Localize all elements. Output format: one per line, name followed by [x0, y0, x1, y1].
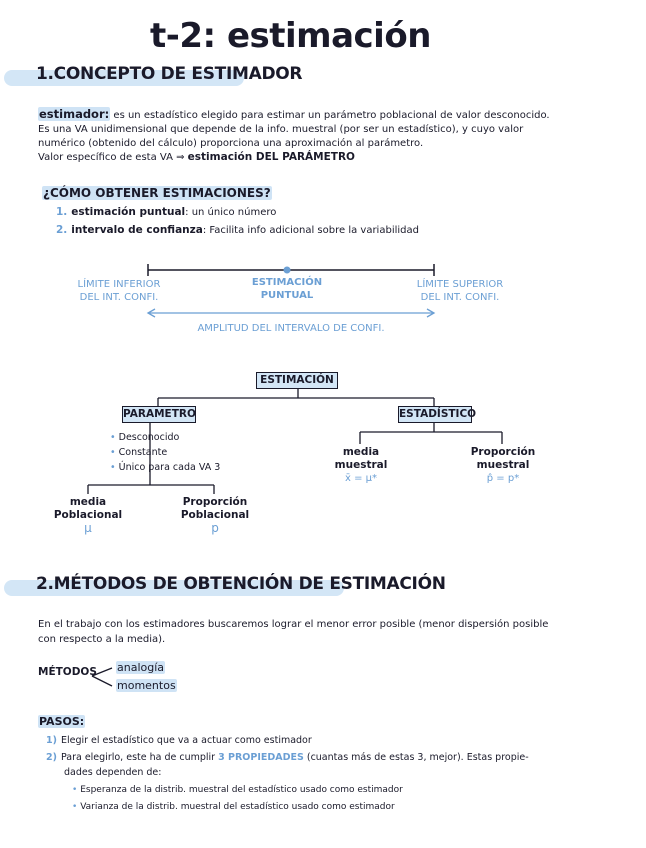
definition-line-3: numérico (obtenido del cálculo) proporciona una aproximación al parámetro. [38, 138, 424, 149]
parameter-estimation-term: estimación DEL PARÁMETRO [187, 151, 355, 163]
definition-text-1: es un estadístico elegido para estimar un parámetro poblacional de valor desconocido. [113, 110, 550, 121]
parameter-property: • Constante [110, 447, 168, 458]
lower-limit-line-2: DEL INT. CONFI. [79, 292, 159, 303]
sample-proportion-label-2: muestral [476, 459, 530, 471]
population-mean-label-2: Poblacional [53, 509, 123, 521]
step-text-cont: (cuantas más de estas 3, mejor). Estas propie- [306, 752, 529, 763]
population-proportion [176, 496, 254, 535]
parameter-property: • Desconocido [110, 432, 180, 443]
list-text: : un único número [185, 207, 277, 218]
step-number: 1) [46, 735, 57, 746]
page-title: t-2: estimación [150, 16, 431, 56]
list-term: estimación puntual [71, 206, 186, 218]
method-moments: momentos [117, 679, 176, 692]
sample-proportion-label-1: Proporción [470, 446, 536, 458]
tree-parameter: PARAMETRO [122, 406, 196, 423]
population-mean [52, 496, 124, 535]
bullet-expectation: • Esperanza de la distrib. muestral del estadístico usado como estimador [72, 785, 403, 795]
population-mean-label-1: media [69, 496, 107, 508]
parameter-property: • Único para cada VA 3 [110, 462, 221, 473]
step-number: 2) [46, 752, 57, 763]
upper-limit-label [412, 278, 508, 304]
amplitude-label: AMPLITUD DEL INTERVALO DE CONFI. [197, 323, 385, 334]
how-to-obtain-text: ¿CÓMO OBTENER ESTIMACIONES? [43, 186, 271, 200]
list-text: : Facilita info adicional sobre la variabilidad [202, 225, 419, 236]
list-term: intervalo de confianza [71, 224, 203, 236]
list-number: 1. [56, 206, 68, 218]
properties-term: 3 PROPIEDADES [218, 752, 304, 763]
sample-mean [326, 446, 396, 485]
steps-label: PASOS: [39, 715, 85, 728]
sample-proportion-symbol: p̂ = p* [486, 473, 520, 484]
list-number: 2. [56, 224, 68, 236]
lower-limit-label [74, 278, 164, 304]
population-mean-symbol: μ [84, 521, 92, 535]
definition-term: estimador: [39, 107, 110, 121]
sample-mean-symbol: x̄ = μ* [344, 473, 378, 484]
population-proportion-symbol: p [211, 521, 219, 535]
tree-statistic: ESTADÍSTICO [398, 406, 472, 423]
section-2-intro-1: En el trabajo con los estimadores buscaremos lograr el menor error posible (menor dispersión posible [38, 619, 549, 630]
bullet-variance: • Varianza de la distrib. muestral del estadístico usado como estimador [72, 802, 395, 812]
point-estimate-dot [284, 267, 291, 274]
section-1-heading: 1.CONCEPTO DE ESTIMADOR [36, 64, 303, 84]
point-estimate-line-1: ESTIMACIÓN [251, 277, 323, 288]
step-text: Para elegirlo, este ha de cumplir [60, 752, 216, 763]
population-proportion-label-1: Proporción [182, 496, 248, 508]
section-2-heading: 2.MÉTODOS DE OBTENCIÓN DE ESTIMACIÓN [36, 574, 446, 594]
step-1 [46, 735, 312, 746]
definition-text-4: Valor específico de esta VA ⇒ [38, 152, 185, 163]
sample-proportion [464, 446, 542, 485]
point-estimate-label [242, 276, 332, 302]
step-text: Elegir el estadístico que va a actuar como estimador [60, 735, 312, 746]
tree-root: ESTIMACIÓN [256, 372, 338, 389]
methods-label: MÉTODOS [38, 666, 97, 678]
upper-limit-line-2: DEL INT. CONFI. [420, 292, 500, 303]
parameter-properties [110, 430, 220, 475]
method-analogy: analogía [117, 661, 165, 674]
definition-line-2: Es una VA unidimensional que depende de la info. muestral (por ser un estadístico), y cuyo valor [38, 124, 524, 135]
point-estimate-line-2: PUNTUAL [260, 290, 314, 301]
upper-limit-line-1: LÍMITE SUPERIOR [416, 279, 504, 290]
lower-limit-line-1: LÍMITE INFERIOR [77, 279, 161, 290]
population-proportion-label-2: Poblacional [180, 509, 250, 521]
step-2 [46, 752, 529, 763]
section-2-intro-2: con respecto a la media). [38, 634, 166, 645]
sample-mean-label-1: media [342, 446, 380, 458]
step-2-cont: dades dependen de: [64, 767, 162, 778]
sample-mean-label-2: muestral [334, 459, 388, 471]
